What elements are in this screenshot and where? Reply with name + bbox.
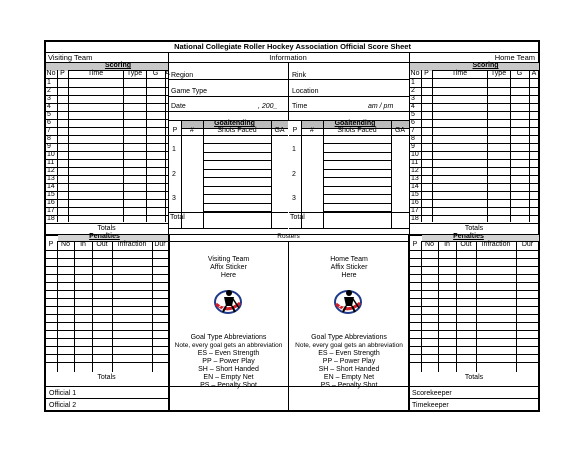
home-scoring-col-a: A bbox=[531, 70, 537, 77]
home-penalties-col-4: Infraction bbox=[481, 241, 511, 248]
table-row bbox=[45, 258, 168, 259]
table-row bbox=[409, 362, 539, 363]
shots-row bbox=[323, 177, 391, 178]
region-label: Region bbox=[171, 72, 194, 79]
table-row bbox=[45, 314, 168, 315]
visiting-scoring-row-number: 8 bbox=[47, 135, 51, 142]
visiting-scoring-col-a: A bbox=[165, 70, 170, 77]
ncrha-logo-icon bbox=[213, 287, 243, 315]
visiting-scoring-row-number: 11 bbox=[47, 159, 55, 166]
visiting-penalties-col-0: P bbox=[48, 241, 54, 248]
home-abbrev-note: Note, every goal gets an abbreviation bbox=[295, 342, 403, 349]
visiting-scoring-row-number: 4 bbox=[47, 103, 51, 110]
home-scoring-row-number: 12 bbox=[411, 167, 419, 174]
home-scoring-row-number: 1 bbox=[411, 79, 415, 86]
home-scoring-row-number: 9 bbox=[411, 143, 415, 150]
table-row bbox=[45, 143, 168, 144]
home-penalties-col-3: Out bbox=[460, 241, 472, 248]
visiting-scoring-col-time: Time bbox=[87, 70, 104, 77]
table-row bbox=[45, 175, 168, 176]
official-1-label: Official 1 bbox=[49, 390, 77, 397]
shots-row bbox=[323, 203, 391, 204]
shots-row bbox=[323, 152, 391, 153]
table-row bbox=[45, 298, 168, 299]
home-scoring-row-number: 8 bbox=[411, 135, 415, 142]
visiting-penalties-col-1: No bbox=[61, 241, 70, 248]
shots-row bbox=[323, 194, 391, 195]
visiting-scoring-row-number: 6 bbox=[47, 119, 51, 126]
visiting-scoring-col-rule bbox=[165, 70, 170, 222]
location-label: Location bbox=[292, 88, 319, 95]
visiting-penalties-col-3: Out bbox=[96, 241, 108, 248]
home-scoring-col-g: G bbox=[516, 70, 523, 77]
home-scoring-col-p: P bbox=[424, 70, 429, 77]
table-row bbox=[45, 87, 168, 88]
home-penalties-col-rule bbox=[421, 241, 422, 372]
table-row bbox=[45, 135, 168, 136]
visiting-abbrev-item: PP – Power Play bbox=[202, 358, 255, 365]
visiting-scoring-col-g: G bbox=[152, 70, 159, 77]
visiting-penalties-col-rule bbox=[92, 241, 93, 372]
home-penalties-col-rule bbox=[476, 241, 477, 372]
visiting-scoring-row-number: 7 bbox=[47, 127, 51, 134]
home-scoring-col-type: Type bbox=[490, 70, 507, 77]
home-team-label: Home Team bbox=[494, 53, 535, 62]
game-type-label: Game Type bbox=[171, 88, 208, 95]
home-scoring-row-number: 2 bbox=[411, 87, 415, 94]
right-column-divider bbox=[409, 52, 410, 236]
home-scoring-row-number: 7 bbox=[411, 127, 415, 134]
home-scoring-row-number: 18 bbox=[411, 215, 419, 222]
home-goaltending-col-1: # bbox=[310, 127, 314, 134]
date-field[interactable] bbox=[169, 111, 288, 112]
visiting-goaltending-bottom-rule bbox=[169, 228, 288, 229]
time-field[interactable] bbox=[289, 111, 409, 112]
home-scoring-col-no: No bbox=[410, 70, 420, 77]
visiting-scoring-row-number: 16 bbox=[47, 199, 55, 206]
scorekeeper-field[interactable] bbox=[409, 398, 539, 399]
visiting-goaltending-col-3: GA bbox=[274, 127, 285, 134]
information-heading: Information bbox=[269, 53, 307, 62]
visiting-scoring-title: Scoring bbox=[104, 62, 132, 69]
shots-row bbox=[323, 143, 391, 144]
home-goaltending-total-rule bbox=[289, 212, 409, 213]
visiting-goaltending-period: 3 bbox=[172, 195, 176, 202]
visiting-scoring-col-p: P bbox=[60, 70, 65, 77]
visiting-goaltending-period: 2 bbox=[172, 171, 176, 178]
time-label: Time bbox=[292, 103, 308, 110]
visiting-scoring-row-number: 13 bbox=[47, 175, 55, 182]
table-row bbox=[409, 314, 539, 315]
table-row bbox=[409, 298, 539, 299]
table-row bbox=[45, 362, 168, 363]
page-title: National Collegiate Roller Hockey Association Official Score Sheet bbox=[174, 42, 411, 51]
ncrha-logo-icon bbox=[333, 287, 363, 315]
shots-row bbox=[203, 203, 271, 204]
home-scoring-row-number: 13 bbox=[411, 175, 419, 182]
table-row bbox=[409, 274, 539, 275]
visiting-scoring-row-number: 15 bbox=[47, 191, 55, 198]
table-row bbox=[45, 199, 168, 200]
home-scoring-row-number: 14 bbox=[411, 183, 419, 190]
shots-row bbox=[203, 186, 271, 187]
table-row bbox=[409, 191, 539, 192]
game-type-field[interactable] bbox=[169, 96, 288, 97]
rink-label: Rink bbox=[292, 72, 307, 79]
home-goaltending-col-3: GA bbox=[394, 127, 406, 134]
table-row bbox=[45, 103, 168, 104]
visiting-goaltending-total-rule bbox=[169, 212, 288, 213]
visiting-penalties-col-rule bbox=[74, 241, 75, 372]
visiting-scoring-col-rule bbox=[57, 70, 58, 222]
home-penalties-title: Penalties bbox=[453, 233, 484, 240]
shots-row bbox=[323, 160, 391, 161]
table-row bbox=[409, 282, 539, 283]
am-pm-label: am / pm bbox=[368, 103, 394, 110]
visiting-scoring-header-rule bbox=[45, 78, 168, 79]
rosters-heading: Rosters bbox=[277, 233, 300, 240]
home-scoring-row-number: 6 bbox=[411, 119, 415, 126]
home-scoring-row-number: 3 bbox=[411, 95, 415, 102]
table-row bbox=[45, 183, 168, 184]
table-row bbox=[45, 322, 168, 323]
date-year: , 200_ bbox=[258, 103, 278, 110]
visiting-scoring-row-number: 9 bbox=[47, 143, 51, 150]
visiting-goaltending-period: 1 bbox=[172, 146, 176, 153]
table-row bbox=[45, 111, 168, 112]
table-row bbox=[409, 143, 539, 144]
home-penalties-col-1: No bbox=[425, 241, 434, 248]
visiting-goaltending-col-0: P bbox=[172, 127, 178, 134]
home-scoring-row-number: 11 bbox=[411, 159, 419, 166]
visiting-abbrev-item: EN – Empty Net bbox=[203, 374, 254, 381]
scorekeeper-label: Scorekeeper bbox=[412, 390, 452, 397]
visiting-scoring-col-rule bbox=[146, 70, 147, 222]
shots-row bbox=[203, 143, 271, 144]
home-abbrev-item: PP – Power Play bbox=[322, 358, 376, 365]
table-row bbox=[45, 95, 168, 96]
visiting-scoring-row-number: 5 bbox=[47, 111, 51, 118]
visiting-sticker-line-1: Visiting Team bbox=[207, 256, 250, 263]
rink-field[interactable] bbox=[289, 79, 409, 80]
home-scoring-col-rule bbox=[529, 70, 530, 222]
officials-top-rule bbox=[45, 386, 540, 387]
home-scoring-col-rule bbox=[487, 70, 488, 222]
home-scoring-row-number: 10 bbox=[411, 151, 419, 158]
table-row bbox=[409, 159, 539, 160]
timekeeper-label: Timekeeper bbox=[412, 402, 449, 409]
shots-row bbox=[203, 160, 271, 161]
table-row bbox=[409, 111, 539, 112]
visiting-abbrev-item: SH – Short Handed bbox=[198, 366, 259, 373]
table-row bbox=[45, 330, 168, 331]
table-row bbox=[45, 119, 168, 120]
table-row bbox=[409, 258, 539, 259]
home-penalties-col-rule bbox=[456, 241, 457, 372]
visiting-scoring-row-number: 14 bbox=[47, 183, 55, 190]
home-penalties-totals-label: Totals bbox=[464, 374, 484, 381]
visiting-team-label: Visiting Team bbox=[48, 53, 93, 62]
table-row bbox=[409, 338, 539, 339]
table-row bbox=[409, 330, 539, 331]
home-abbrev-item: ES – Even Strength bbox=[318, 350, 380, 357]
visiting-abbrev-item: ES – Even Strength bbox=[197, 350, 260, 357]
home-scoring-header-rule bbox=[409, 78, 539, 79]
visiting-scoring-row-number: 12 bbox=[47, 167, 55, 174]
table-row bbox=[409, 135, 539, 136]
visiting-scoring-totals-label: Totals bbox=[97, 225, 116, 232]
table-row bbox=[45, 354, 168, 355]
location-field[interactable] bbox=[289, 96, 409, 97]
home-goaltending-col-2: Shots Faced bbox=[337, 127, 377, 134]
official-1-field[interactable] bbox=[45, 398, 168, 399]
visiting-scoring-row-number: 10 bbox=[47, 151, 55, 158]
visiting-scoring-row-number: 1 bbox=[47, 79, 51, 86]
home-abbrev-item: SH – Short Handed bbox=[318, 366, 380, 373]
home-sticker-line-3: Here bbox=[341, 272, 357, 279]
table-row bbox=[409, 103, 539, 104]
visiting-scoring-col-type: Type bbox=[126, 70, 143, 77]
home-goaltending-title: Goaltending bbox=[334, 120, 376, 127]
home-sticker-line-2: Affix Sticker bbox=[330, 264, 368, 271]
visiting-penalties-col-4: Infraction bbox=[117, 241, 147, 248]
home-penalties-col-5: Dur bbox=[521, 241, 534, 248]
visiting-scoring-col-rule bbox=[123, 70, 124, 222]
table-row bbox=[409, 127, 539, 128]
table-row bbox=[45, 159, 168, 160]
table-row bbox=[409, 95, 539, 96]
shots-row bbox=[323, 186, 391, 187]
home-goaltending-bottom-rule bbox=[289, 228, 409, 229]
visiting-penalties-col-rule bbox=[112, 241, 113, 372]
table-row bbox=[45, 191, 168, 192]
visiting-goaltending-col-1: # bbox=[190, 127, 194, 134]
home-penalties-col-2: In bbox=[444, 241, 450, 248]
table-row bbox=[409, 306, 539, 307]
table-row bbox=[409, 215, 539, 216]
home-scoring-col-time: Time bbox=[451, 70, 468, 77]
table-row bbox=[45, 207, 168, 208]
table-row bbox=[409, 167, 539, 168]
table-row bbox=[409, 151, 539, 152]
home-penalties-col-rule bbox=[516, 241, 517, 372]
home-abbrev-title: Goal Type Abbreviations bbox=[311, 334, 387, 341]
home-abbrev-item: EN – Empty Net bbox=[323, 374, 375, 381]
table-row bbox=[409, 322, 539, 323]
table-row bbox=[409, 199, 539, 200]
shots-row bbox=[203, 177, 271, 178]
visiting-scoring-row-number: 2 bbox=[47, 87, 51, 94]
home-scoring-totals-label: Totals bbox=[464, 225, 484, 232]
home-penalties-header-rule bbox=[409, 250, 539, 251]
home-scoring-row-number: 15 bbox=[411, 191, 419, 198]
visiting-penalties-col-rule bbox=[152, 241, 153, 372]
visiting-sticker-line-2: Affix Sticker bbox=[210, 264, 247, 271]
home-scoring-row-number: 4 bbox=[411, 103, 415, 110]
shots-row bbox=[323, 169, 391, 170]
home-scoring-row-number: 17 bbox=[411, 207, 419, 214]
visiting-penalties-totals-label: Totals bbox=[97, 374, 116, 381]
table-row bbox=[45, 151, 168, 152]
table-row bbox=[45, 274, 168, 275]
visiting-abbrev-title: Goal Type Abbreviations bbox=[190, 334, 267, 341]
visiting-penalties-col-5: Dur bbox=[154, 241, 166, 248]
home-penalties-col-rule bbox=[438, 241, 439, 372]
home-scoring-col-rule bbox=[510, 70, 511, 222]
table-row bbox=[409, 266, 539, 267]
home-goaltending-period: 2 bbox=[292, 171, 296, 178]
home-scoring-row-number: 5 bbox=[411, 111, 415, 118]
visiting-scoring-col-no: No bbox=[46, 70, 56, 77]
home-goaltending-total-label: Total bbox=[290, 214, 305, 221]
table-row bbox=[45, 346, 168, 347]
visiting-penalties-title: Penalties bbox=[89, 233, 120, 240]
shots-row bbox=[203, 169, 271, 170]
visiting-goaltending-total-label: Total bbox=[170, 214, 185, 221]
visiting-goaltending-col-2: Shots Faced bbox=[217, 127, 257, 134]
shots-row bbox=[203, 194, 271, 195]
visiting-penalties-col-2: In bbox=[80, 241, 86, 248]
table-row bbox=[409, 183, 539, 184]
visiting-sticker-line-3: Here bbox=[220, 272, 237, 279]
table-row bbox=[409, 175, 539, 176]
table-row bbox=[45, 290, 168, 291]
frame-bottom bbox=[45, 410, 540, 412]
date-label: Date bbox=[171, 103, 186, 110]
home-penalties-col-0: P bbox=[412, 241, 418, 248]
rosters-header-rule bbox=[168, 241, 409, 242]
official-2-label: Official 2 bbox=[49, 402, 77, 409]
home-goaltending-period: 3 bbox=[292, 195, 296, 202]
home-sticker-line-1: Home Team bbox=[330, 256, 368, 263]
table-row bbox=[45, 215, 168, 216]
table-row bbox=[409, 87, 539, 88]
table-row bbox=[45, 127, 168, 128]
visiting-abbrev-note: Note, every goal gets an abbreviation bbox=[174, 342, 283, 349]
table-row bbox=[409, 354, 539, 355]
visiting-scoring-col-rule bbox=[68, 70, 69, 222]
visiting-scoring-row-number: 3 bbox=[47, 95, 51, 102]
table-row bbox=[409, 290, 539, 291]
region-field[interactable] bbox=[169, 79, 288, 80]
table-row bbox=[45, 167, 168, 168]
home-goaltending-period: 1 bbox=[292, 146, 296, 153]
home-scoring-row-number: 16 bbox=[411, 199, 419, 206]
visiting-scoring-row-number: 17 bbox=[47, 207, 55, 214]
visiting-penalties-col-rule bbox=[57, 241, 58, 372]
shots-row bbox=[203, 152, 271, 153]
home-scoring-col-rule bbox=[421, 70, 422, 222]
home-scoring-title: Scoring bbox=[472, 62, 499, 69]
table-row bbox=[45, 266, 168, 267]
home-abbrev-item: PS – Penalty Shot bbox=[320, 382, 378, 389]
table-row bbox=[45, 338, 168, 339]
visiting-abbrev-item: PS – Penalty Shot bbox=[200, 382, 257, 389]
visiting-penalties-header-rule bbox=[45, 250, 168, 251]
table-row bbox=[45, 306, 168, 307]
table-row bbox=[409, 119, 539, 120]
home-scoring-col-rule bbox=[432, 70, 433, 222]
visiting-scoring-row-number: 18 bbox=[47, 215, 55, 222]
table-row bbox=[409, 207, 539, 208]
table-row bbox=[409, 346, 539, 347]
home-goaltending-col-0: P bbox=[292, 127, 298, 134]
visiting-goaltending-title: Goaltending bbox=[214, 120, 255, 127]
table-row bbox=[45, 282, 168, 283]
